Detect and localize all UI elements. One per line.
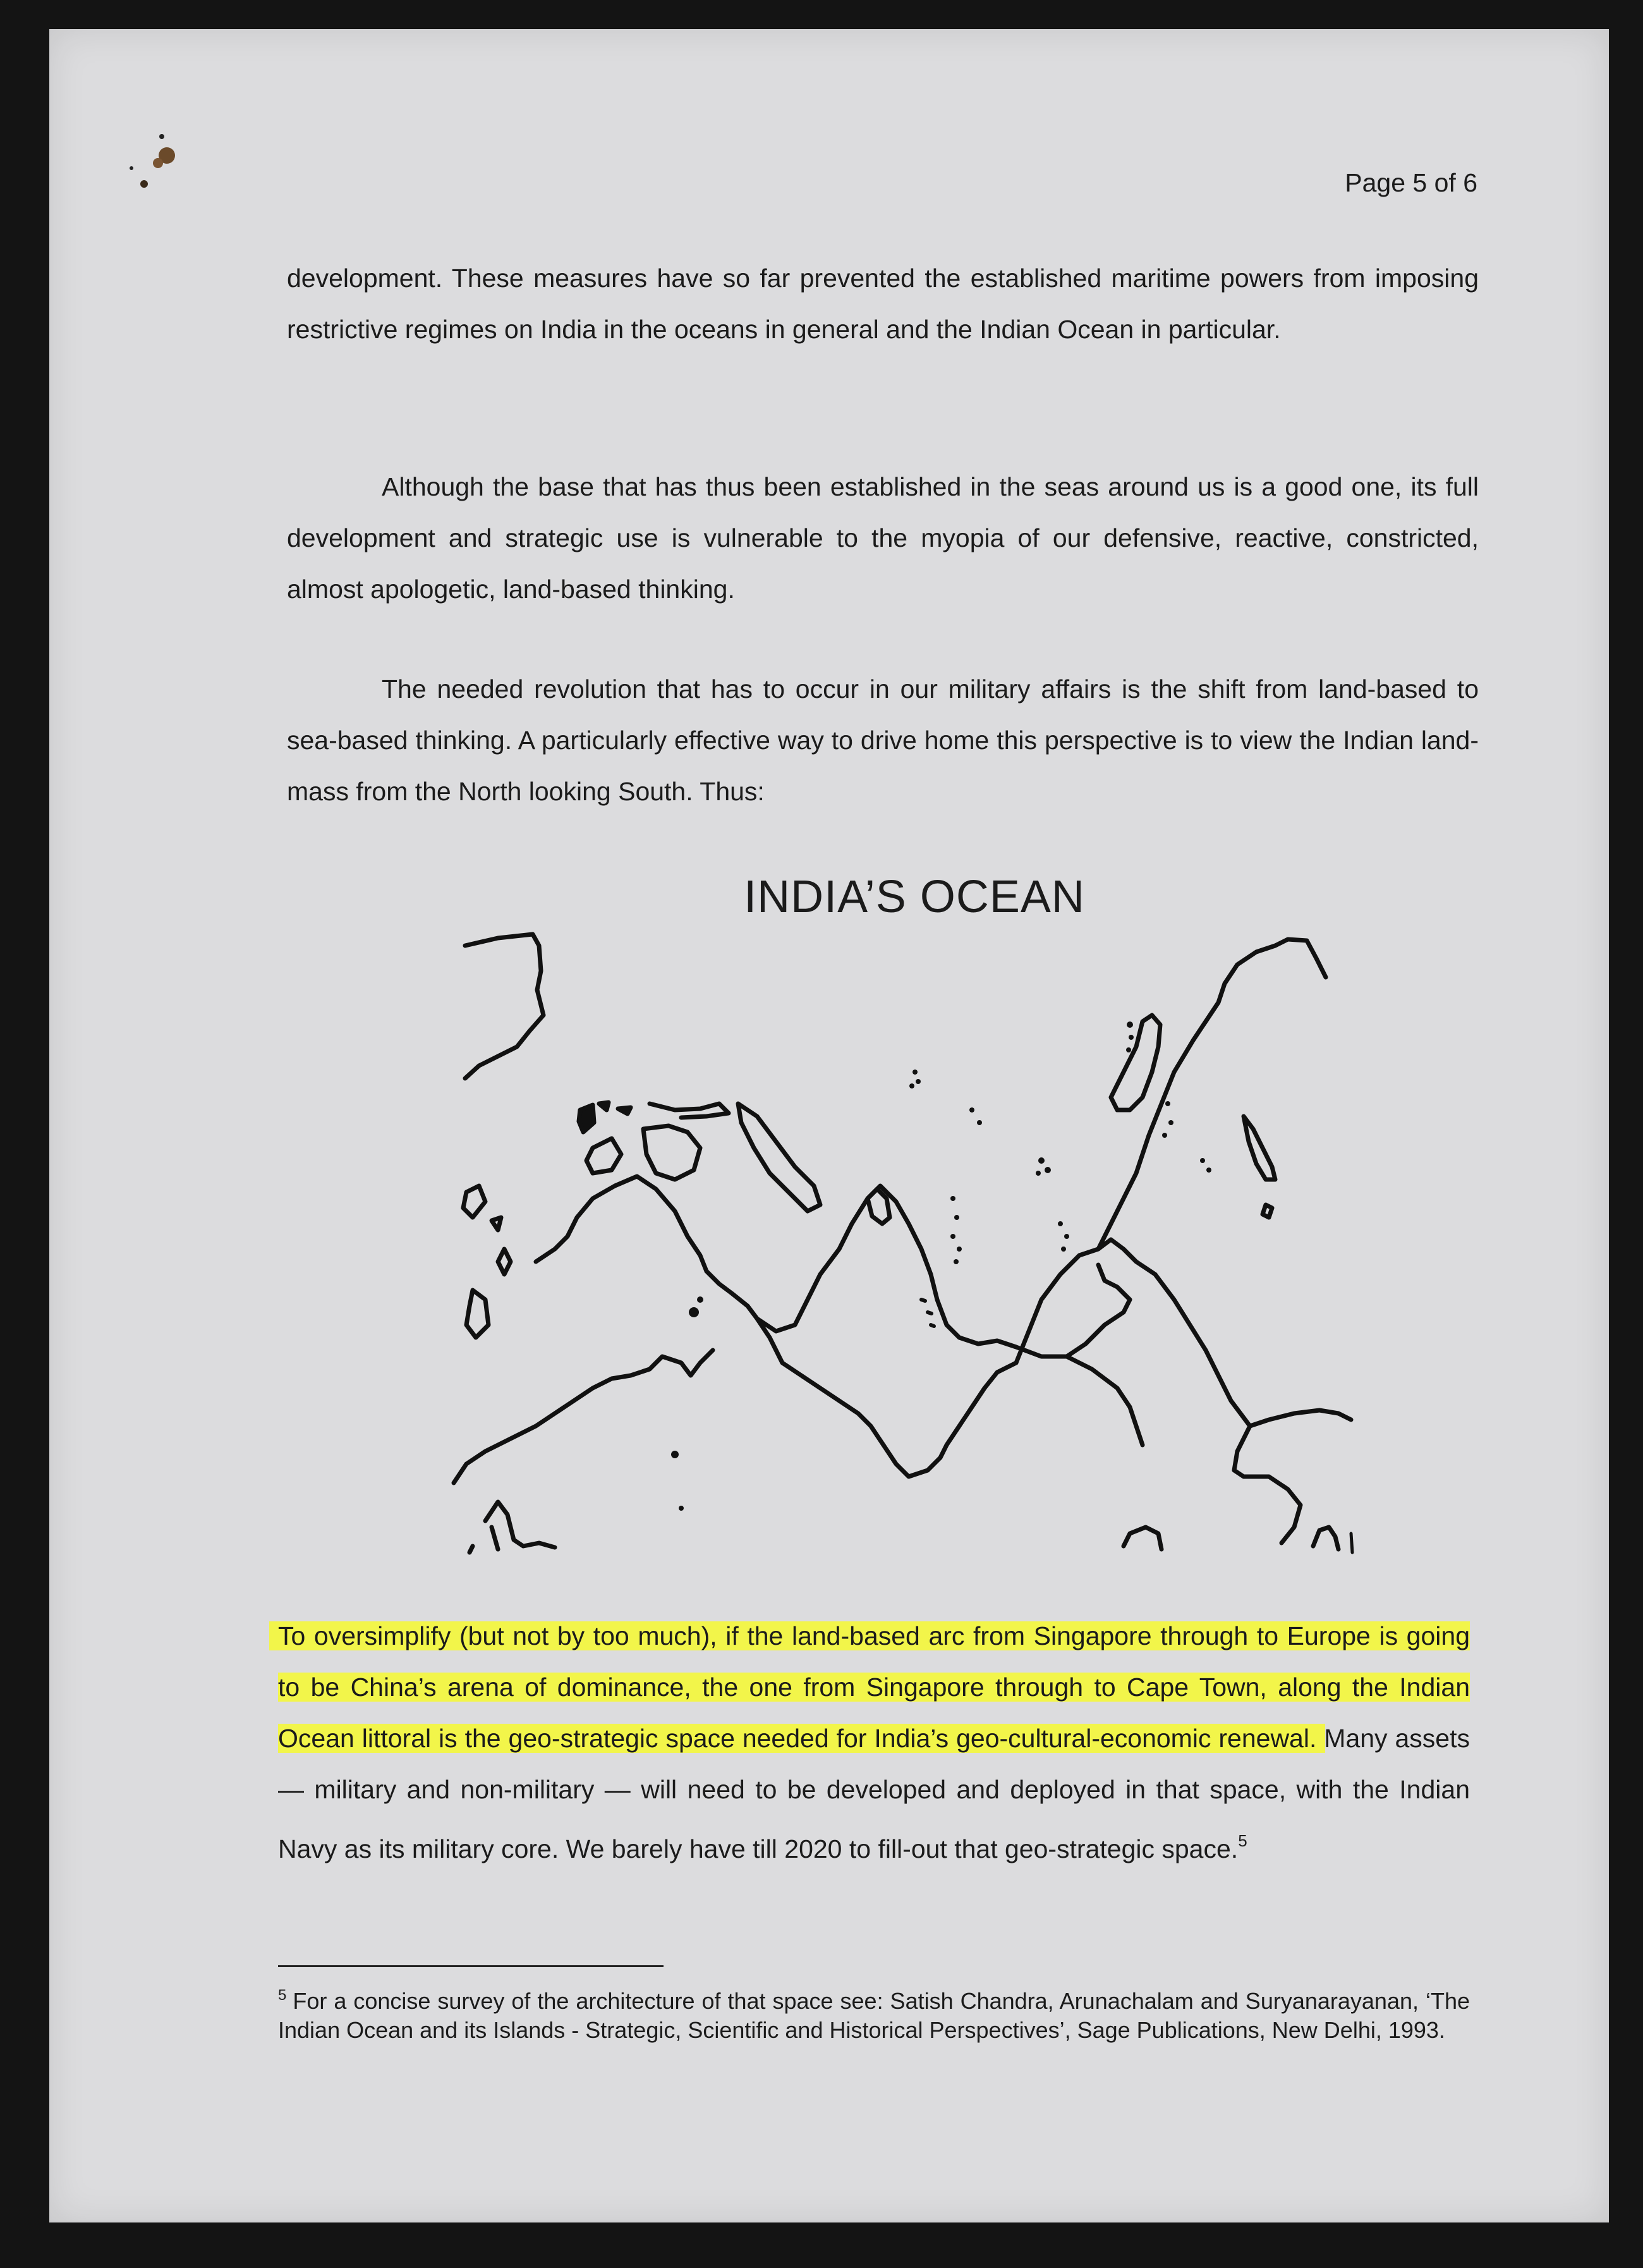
map-coastline-gulf <box>738 1104 820 1211</box>
page-number: Page 5 of 6 <box>1345 168 1477 197</box>
map-coastline-red-sea <box>650 1104 729 1118</box>
paragraph-oversimplify <box>278 1611 1470 1875</box>
map-coastline-iberia <box>463 1186 485 1217</box>
map-island-lakshadweep <box>921 1300 934 1326</box>
map-coastline-south-west <box>492 1217 511 1274</box>
conclusion-rest: Many assets — military and non-military — will need to be developed and deployed in that space, with the Indian Navy as its military core. We barely have till 2020 to fill-out that geo-strategic space. <box>278 1724 1470 1863</box>
paragraph-needed-revolution: The needed revolution that has to occur in our military affairs is the shift from land-based to sea-based thinking. A particularly effective way to drive home this perspective is to view the Indian land-mass from the North looking South. Thus: <box>287 674 1479 806</box>
map-island-east-small <box>1351 1533 1352 1552</box>
map-island-cluster <box>599 1102 631 1114</box>
map-coastline-persian <box>643 1126 700 1180</box>
map-title: INDIA’S OCEAN <box>744 872 1085 922</box>
map-island-madagascar <box>579 1105 594 1132</box>
footnote-divider <box>278 1965 664 1967</box>
map-coastline-arabian <box>586 1138 621 1173</box>
map-coastline-australia <box>1250 1410 1351 1426</box>
highlighted-passage: To oversimplify (but not by too much), if the land-based arc from Singapore through to Europe is going to be China’s arena of dominance, the one from Singapore through to Cape Town, along the Indian Ocean littoral is the geo-strategic space needed for India’s geo-cultural-economic renewal. <box>278 1621 1470 1753</box>
footnote-reference[interactable]: 5 <box>1238 1831 1247 1850</box>
india-ocean-map <box>403 920 1357 1559</box>
paragraph-base-established: Although the base that has thus been established in the seas around us is a good one, its full development and strategic use is vulnerable to the myopia of our defensive, reactive, constricted, almost apologetic, land-based thinking. <box>287 472 1479 604</box>
map-island-borneo <box>1244 1116 1275 1180</box>
map-island-sumatra <box>1111 1015 1160 1110</box>
map-coastline-africa-horn <box>465 934 543 1078</box>
map-coastline-australia-tip <box>1313 1527 1338 1549</box>
map-coastline-malay <box>1067 1265 1130 1357</box>
map-coastline-australia-south <box>1234 1426 1300 1543</box>
footnote-marker: 5 <box>278 1987 287 2004</box>
map-coastline-mainland-west <box>536 1176 706 1271</box>
footnote-text: For a concise survey of the architecture of that space see: Satish Chandra, Arunachalam and Suryanarayanan, ‘The Indian Ocean and its Islands - Strategic, Scientific and Historical Perspectives’, Sage Publications, New Delhi, 1993. <box>278 1988 1470 2043</box>
footnote <box>278 1981 1470 2045</box>
map-island-dots <box>671 1021 1211 1511</box>
paragraph-development: development. These measures have so far prevented the established maritime powers from imposing restrictive regimes on India in the oceans in general and the Indian Ocean in particular. <box>287 264 1479 344</box>
document-page <box>49 29 1609 2222</box>
map-coastline-bay-bengal <box>1067 1357 1143 1445</box>
map-coastline-west-land <box>466 1290 488 1338</box>
map-coastline-indochina <box>1016 1240 1250 1426</box>
map-coastline-southwest-tip <box>470 1527 498 1552</box>
paper-stain-marks <box>87 99 214 200</box>
map-coastline-antarctic <box>1124 1527 1161 1549</box>
map-coastline-southeast <box>1098 939 1326 1249</box>
map-island-small-east <box>1263 1205 1272 1217</box>
map-coastline-southern-arc <box>454 1350 713 1483</box>
